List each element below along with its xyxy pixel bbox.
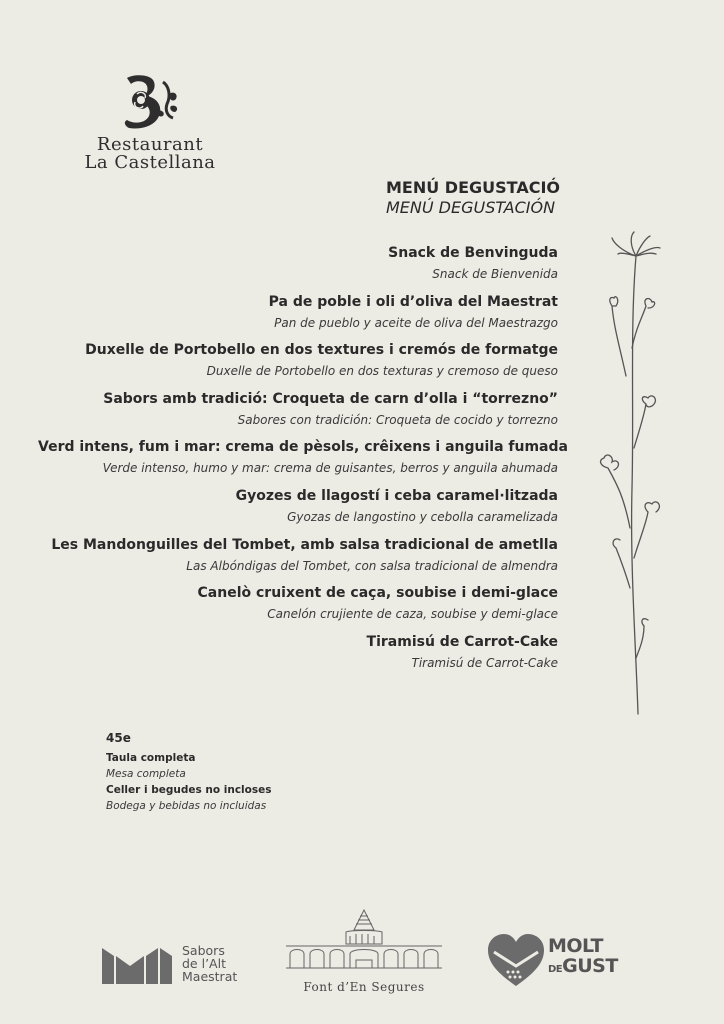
course-item: [38, 438, 568, 487]
course-name-ca: Gyozes de llagostí i ceba caramel·litzada: [235, 487, 558, 504]
menu-title-ca: MENÚ DEGUSTACIÓ: [386, 178, 561, 197]
course-name-ca: Tiramisú de Carrot-Cake: [366, 633, 558, 650]
heart-logo-icon: [486, 932, 546, 988]
course-name-es: Tiramisú de Carrot-Cake: [411, 655, 558, 670]
course-name-es: Pan de pueblo y aceite de oliva del Maestrazgo: [274, 315, 558, 330]
drinks-note-es: Bodega y bebidas no incluidas: [106, 800, 267, 812]
sabors-line3: Maestrat: [182, 969, 238, 984]
price-amount: 45e: [106, 731, 131, 745]
course-name-es: Snack de Bienvenida: [432, 267, 558, 281]
flower-stem-icon: [590, 228, 670, 718]
sabors-mark-icon: [100, 944, 172, 984]
course-name-ca: Duxelle de Portobello en dos textures i cremós de formatge: [85, 342, 558, 359]
course-name-ca: Sabors amb tradició: Croqueta de carn d’olla i “torrezno”: [103, 390, 558, 407]
course-item: [38, 293, 558, 342]
course-name-ca: Canelò cruixent de caça, soubise i demi-glace: [197, 585, 558, 602]
molt-de-gust-text: [548, 936, 618, 980]
aqueduct-icon: [284, 908, 444, 974]
table-note-ca: Taula completa: [106, 752, 196, 764]
molt-line: MOLT: [548, 935, 603, 957]
restaurant-logo: [70, 72, 230, 172]
course-item: [38, 244, 558, 293]
molt-de: DE: [548, 964, 563, 975]
sponsor-logos: [0, 900, 724, 1010]
course-name-es: Las Albóndigas del Tombet, con salsa tradicional de almendra: [186, 558, 558, 573]
sabors-line1: Sabors: [182, 943, 225, 958]
course-list: [38, 244, 568, 681]
menu-title-es: MENÚ DEGUSTACIÓN: [386, 198, 556, 217]
course-name-es: Canelón crujiente de caza, soubise y demi-glace: [267, 607, 558, 622]
course-name-es: Sabores con tradición: Croqueta de cocido y torrezno: [237, 412, 558, 427]
course-item: [38, 536, 558, 585]
sabors-line2: de l’Alt: [182, 956, 226, 971]
font-den-segures-logo: [282, 908, 446, 994]
course-item: [38, 390, 558, 439]
course-name-ca: Snack de Benvinguda: [388, 245, 558, 261]
restaurant-name-line1: Restaurant: [96, 134, 204, 155]
table-note-es: Mesa completa: [106, 768, 186, 780]
menu-title: [386, 178, 560, 218]
castellana-monogram-icon: [119, 72, 181, 134]
course-name-ca: Les Mandonguilles del Tombet, amb salsa tradicional de ametlla: [51, 536, 558, 553]
course-name-ca: Pa de poble i oli d’oliva del Maestrat: [268, 293, 558, 310]
course-item: [38, 584, 558, 633]
restaurant-name-line2: La Castellana: [84, 152, 216, 173]
molt-de-gust-logo: [486, 932, 618, 992]
course-item: [38, 487, 558, 536]
sabors-alt-maestrat-logo: [100, 943, 238, 988]
de-gust-line: [548, 956, 618, 980]
course-name-es: Gyozas de langostino y cebolla caramelizada: [287, 509, 558, 524]
sabors-text: [182, 944, 237, 983]
molt-gust: GUST: [562, 955, 618, 977]
course-name-es: Duxelle de Portobello en dos texturas y cremoso de queso: [206, 364, 558, 379]
course-name-ca: Verd intens, fum i mar: crema de pèsols, crêixens i anguila fumada: [38, 439, 568, 456]
price-info: [106, 730, 271, 814]
drinks-note-ca: Celler i begudes no incloses: [106, 784, 272, 796]
course-name-es: Verde intenso, humo y mar: crema de guisantes, berros y anguila ahumada: [102, 461, 558, 476]
course-item: [38, 341, 558, 390]
course-item: [38, 633, 558, 682]
font-den-segures-label: Font d’En Segures: [303, 980, 425, 994]
